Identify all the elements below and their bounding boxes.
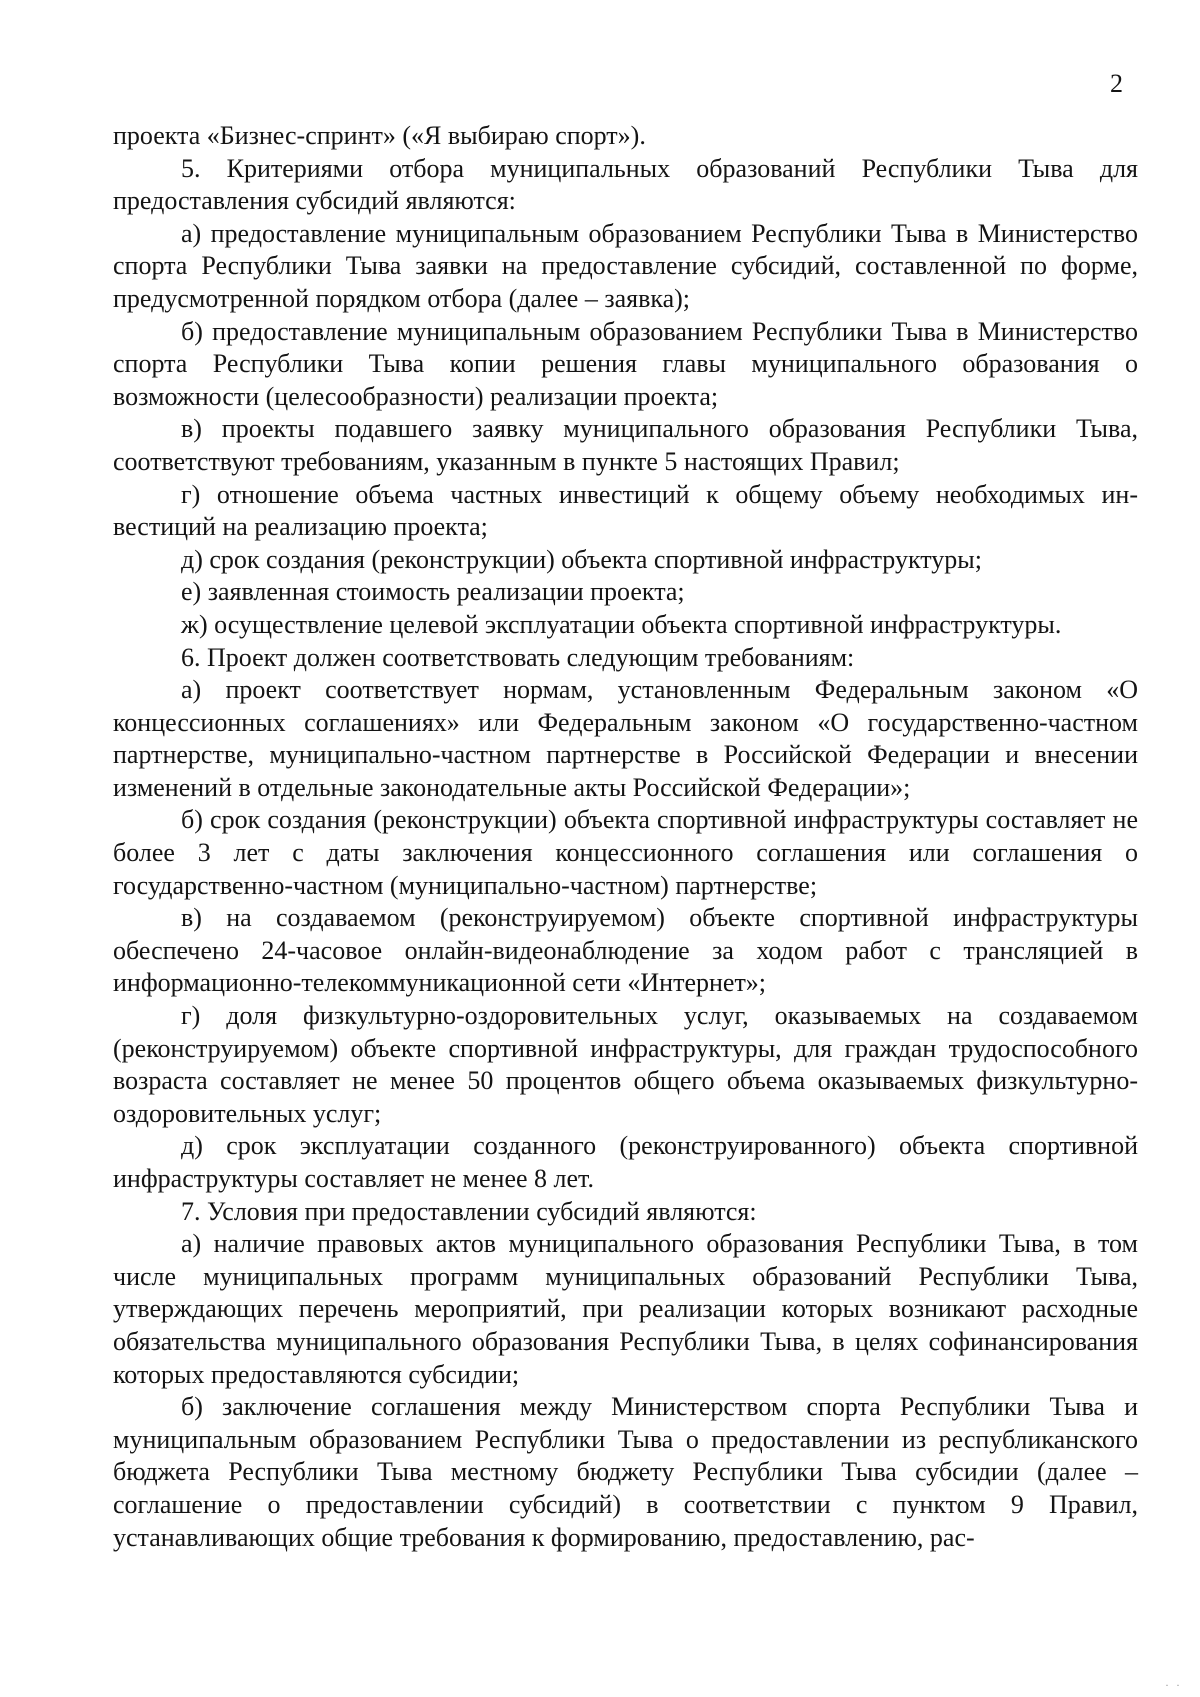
paragraph-6-d: д) срок эксплуатации созданного (реконструированного) объекта спортивной инфраструктуры составляет не менее 8 лет.: [113, 1131, 1138, 1193]
paragraph-6-a: а) проект соответствует нормам, установленным Федеральным законом «О концессионных соглашениях» или Федеральным законом «О государственно-частном партнерстве, муниципально-частном партнерстве в Российской Федерации и внесении изменений в отдельные законодательные акты Российской Федерации»;: [113, 675, 1138, 802]
paragraph-5-g: г) отношение объема частных инвестиций к общему объему необходимых инвестиций на реализацию проекта;: [113, 479, 1138, 542]
paragraph-6-heading: 6. Проект должен соответствовать следующим требованиям:: [181, 642, 855, 672]
paragraph-7-b: б) заключение соглашения между Министерством спорта Республики Тыва и муниципальным образованием Республики Тыва о предоставлении из республиканского бюджета Республики Тыва местному бюджету Республики Тыва субсидии (далее – соглашение о предоставлении субсидий) в соответствии с пунктом 9 Правил, устанавливающих общие требования к формированию, предоставлению, рас-: [113, 1392, 1138, 1552]
paragraph-5-zh: ж) осуществление целевой эксплуатации объекта спортивной инфраструктуры.: [181, 609, 1062, 639]
paragraph-7-a: а) наличие правовых актов муниципального образования Республики Тыва, в том числе муниципальных программ муниципальных образований Республики Тыва, утверждающих перечень мероприятий, при реализации которых возникают расходные обязательства муниципального образования Республики Тыва, в целях софинансирования которых предоставляются субсидии;: [113, 1229, 1138, 1389]
paragraph-6-v: в) на создаваемом (реконструируемом) объекте спортивной инфраструктуры обеспечено 24-часовое онлайн-видеонаблюдение за ходом работ с трансляцией в информационно-телекоммуникационной сети «Интернет»;: [113, 903, 1138, 998]
paragraph-6-g: г) доля физкультурно-оздоровительных услуг, оказываемых на создаваемом (реконструируемом) объекте спортивной инфраструктуры, для граждан трудоспособного возраста составляет не менее 50 процентов общего объема оказываемых физкультурно-оздоровительных услуг;: [113, 1001, 1138, 1128]
paragraph-5-b: б) предоставление муниципальным образованием Республики Тыва в Министерство спорта Республики Тыва копии решения главы муниципального образования о возможности (целесообразности) реализации проекта;: [113, 316, 1138, 411]
paragraph-5-a: а) предоставление муниципальным образованием Республики Тыва в Министерство спорта Республики Тыва заявки на предоставление субсидий, составленной по форме, предусмотренной порядком отбора (далее – заявка);: [113, 218, 1138, 313]
paragraph-5-v: в) проекты подавшего заявку муниципального образования Республики Тыва, соответствуют требованиям, указанным в пункте 5 настоящих Правил;: [113, 414, 1138, 476]
document-body: [113, 120, 1138, 1554]
paragraph-5-e: е) заявленная стоимость реализации проекта;: [181, 577, 685, 607]
paragraph-6-b: б) срок создания (реконструкции) объекта спортивной инфраструктуры составляет не более 3 лет с даты заключения концессионного соглашения или соглашения о государственно-частном (муниципально-частном) партнерстве;: [113, 805, 1138, 900]
paragraph-project-title-end: проекта «Бизнес-спринт» («Я выбираю спорт»).: [113, 121, 646, 150]
scan-artifact: · ·: [1165, 1678, 1182, 1692]
paragraph-5-heading: 5. Критериями отбора муниципальных образований Республики Тыва для предоставления субсидий являются:: [113, 153, 1138, 216]
paragraph-5-d: д) срок создания (реконструкции) объекта спортивной инфраструктуры;: [181, 544, 982, 574]
paragraph-7-heading: 7. Условия при предоставлении субсидий являются:: [181, 1196, 757, 1226]
page-number: 2: [1110, 69, 1123, 98]
